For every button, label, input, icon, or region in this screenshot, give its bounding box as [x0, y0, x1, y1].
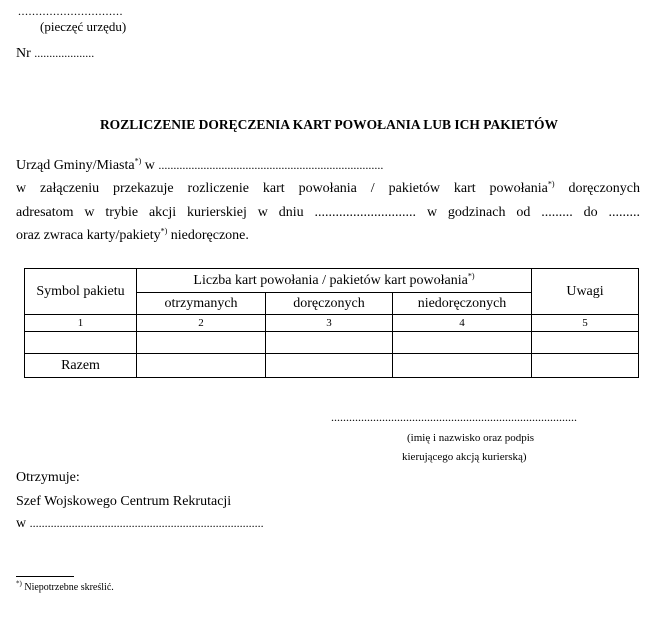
recipient-name: Szef Wojskowego Centrum Rekrutacji: [16, 494, 232, 509]
body-line-2: [16, 181, 640, 197]
footnote-divider: [16, 576, 74, 577]
footnote-ref: *): [134, 156, 142, 166]
body-line-4-start: oraz zwraca karty/pakiety: [16, 228, 161, 243]
nr-label: Nr: [16, 46, 31, 61]
body-line-2-text: w załączeniu przekazuje rozliczenie kart powołania / pakietów kart powołania: [16, 181, 548, 196]
document-title: ROZLICZENIE DORĘCZENIA KART POWOŁANIA LUB ICH PAKIETÓW: [99, 117, 559, 132]
table-cell[interactable]: [532, 354, 639, 378]
body-line-2-end: doręczonych: [554, 181, 640, 196]
delivery-table: [24, 268, 639, 378]
subheader-niedoreczonych: niedoręczonych: [393, 293, 532, 315]
stamp-label: (pieczęć urzędu): [40, 19, 127, 34]
nr-dots: ....................: [34, 46, 95, 60]
header-symbol: Symbol pakietu: [25, 269, 137, 315]
footnote-mark: *): [16, 579, 22, 588]
column-number: 1: [25, 315, 137, 332]
recipient-location: [16, 516, 264, 532]
signature-dots: ..................................................................................: [331, 410, 577, 424]
body-line-3: adresatom w trybie akcji kurierskiej w dniu ............................. w godzinach od ......... do .........: [16, 205, 640, 220]
header-liczba-text: Liczba kart powołania / pakietów kart powołania: [193, 272, 468, 288]
signature-caption-1: (imię i nazwisko oraz podpis: [407, 432, 535, 444]
signature-caption-2: kierującego akcją kurierską): [402, 451, 527, 463]
footnote-text: Niepotrzebne skreślić.: [21, 582, 114, 593]
body-line-4-end: niedoręczone.: [167, 228, 249, 243]
table-cell[interactable]: [137, 332, 266, 354]
column-number: 5: [532, 315, 639, 332]
column-number: 2: [137, 315, 266, 332]
header-uwagi: Uwagi: [532, 269, 639, 315]
subheader-otrzymanych: otrzymanych: [137, 293, 266, 315]
footnote-ref: *): [160, 226, 168, 236]
subheader-doreczonych: doręczonych: [266, 293, 393, 315]
header-liczba: [137, 269, 532, 293]
footnote-ref: *): [467, 270, 475, 280]
table-cell[interactable]: [25, 332, 137, 354]
footnote: [16, 579, 114, 593]
table-cell[interactable]: [137, 354, 266, 378]
table-cell[interactable]: [266, 354, 393, 378]
recipient-dots: ..............................................................................: [29, 516, 264, 530]
table-cell[interactable]: [393, 354, 532, 378]
table-cell[interactable]: [532, 332, 639, 354]
office-w: w: [141, 158, 155, 173]
office-dots: ...........................................................................: [158, 158, 384, 172]
stamp-dots: ..............................: [18, 4, 123, 18]
body-line-4: [16, 228, 249, 244]
column-number: 4: [393, 315, 532, 332]
table-cell[interactable]: [393, 332, 532, 354]
total-row: [25, 354, 639, 378]
footnote-ref: *): [547, 179, 555, 189]
table-row: [25, 332, 639, 354]
table-cell[interactable]: [266, 332, 393, 354]
razem-label: Razem: [25, 354, 137, 378]
recipient-label: Otrzymuje:: [16, 470, 80, 485]
office-label: Urząd Gminy/Miasta: [16, 158, 135, 173]
office-line: [16, 158, 383, 174]
recipient-w: w: [16, 516, 27, 531]
column-number: 3: [266, 315, 393, 332]
document-number: [16, 46, 94, 62]
